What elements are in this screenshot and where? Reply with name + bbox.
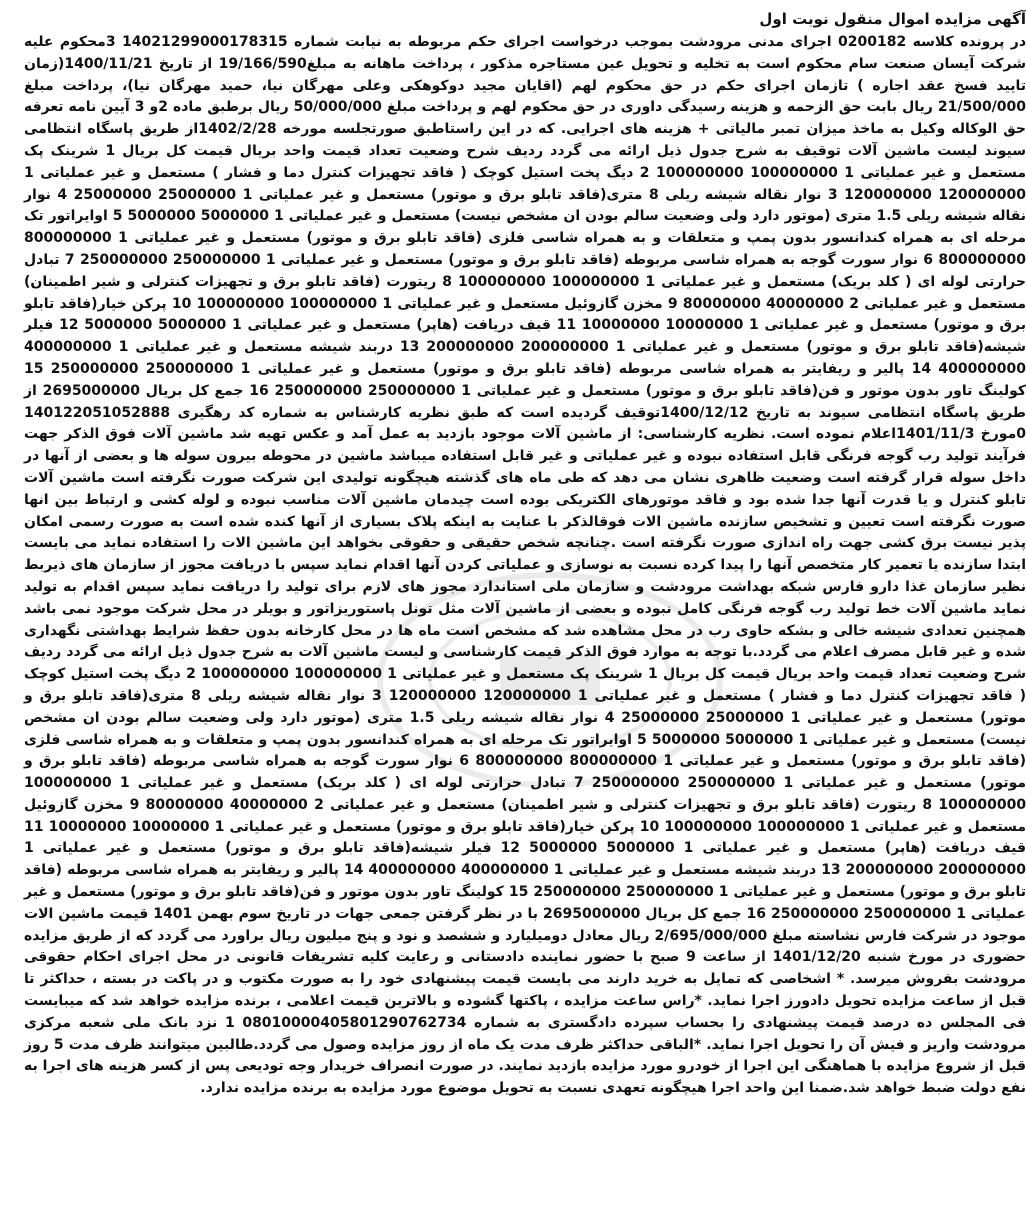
notice-body: در پرونده کلاسه 0200182 اجرای مدنی مرودشت بموجب درخواست اجرای حکم مربوطه به نیابت شماره 14021299000178315 3محکوم علیه شرکت آیسان صنعت سام محکوم است به تخلیه و تحویل عین مستاجره مذکور ، پرداخت ماهانه به مبلغ19/166/590 از تاریخ 1400/11/21(زمان تایید فسخ عقد اجاره ) تازمان اجرای حکم در حق محکوم لهم (اقایان مجید دوکوهکی وعلی مهرگان نیا، حمید مهرگان نیا)، پرداخت مبلغ 21/500/000 ریال بابت حق الزحمه و هزینه رسیدگی داوری در حق محکوم لهم و پرداخت مبلغ 50/000/000 ریال برطبق ماده 2و 3 آیین نامه تعرفه حق الوکاله وکیل به ماخذ میزان تمبر مالیاتی + هزینه های اجرایی. که در این راستاطبق صورتجلسه مورخه 1402/2/28از طریق پاسگاه انتظامی سیوند لیست ماشین آلات توقیف به شرح جدول ذیل ارائه می گردد ردیف شرح وضعیت تعداد قیمت واحد بریال قیمت کل بریال 1 شرینک پک مستعمل و غیر عملیاتی 1 100000000 100000000 2 دیگ پخت استیل کوچک ( فاقد تجهیزات کنترل دما و فشار ) مستعمل و غیر عملیاتی 1 120000000 120000000 3 نوار نقاله شیشه ریلی 8 متری(فاقد تابلو برق و موتور) مستعمل و غیر عملیاتی 1 25000000 25000000 4 نوار نقاله شیشه ریلی 1.5 متری (موتور دارد ولی وضعیت سالم بودن ان مشخص نیست) مستعمل و غیر عملیاتی 1 5000000 5000000 5 اوایراتور تک مرحله ای به همراه کندانسور بدون پمپ و متعلقات و به همراه شاسی فلزی (فاقد تابلو برق و موتور) مستعمل و غیر عملیاتی 1 800000000 800000000 6 نوار سورت گوجه به همراه شاسی مربوطه (فاقد تابلو برق و موتور) مستعمل و غیر عملیاتی 1 250000000 250000000 7 تبادل حرارتی لوله ای ( کلد بریک) مستعمل و غیر عملیاتی 1 100000000 100000000 8 ریتورت (فاقد تابلو برق و تجهیزات کنترلی و شیر اطمینان) مستعمل و غیر عملیاتی 2 40000000 80000000 9 مخزن گازوئیل مستعمل و غیر عملیاتی 1 100000000 100000000 10 پرکن خیار(فاقد تابلو برق و موتور) مستعمل و غیر عملیاتی 1 10000000 10000000 11 قیف دریافت (هاپر) مستعمل و غیر عملیاتی 1 5000000 5000000 12 فیلر شیشه(فاقد تابلو برق و موتور) مستعمل و غیر عملیاتی 1 200000000 200000000 13 دربند شیشه مستعمل و غیر عملیاتی 1 400000000 400000000 14 پالیر و ریفایتر به همراه شاسی مربوطه (فاقد تابلو برق و موتور) مستعمل و غیر عملیاتی 1 250000000 250000000 15 کولینگ تاور بدون موتور و فن(فاقد تابلو برق و موتور) مستعمل و غیر عملیاتی 1 250000000 250000000 16 جمع کل بریال 2695000000 از طریق پاسگاه انتظامی سیوند به تاریخ 1400/12/12توقیف گردیده است که طبق نظریه کارشناس به شماره کد رهگیری 140122051052888 0مورخ 1401/11/3اعلام نموده است. نظریه کارشناسی: از ماشین آلات موجود بازدید به عمل آمد و عکس تهیه شد ماشین آلات فوق الذکر جهت فرآیند تولید رب گوجه فرنگی قابل استفاده نبوده و غیر عملیاتی و غیر قابل استفاده میباشد ماشین در محوطه بیرون سوله ها و بعضی از آنها در داخل سوله قرار گرفته است وضعیت ظاهری نشان می دهد که طی ماه های گذشته هیچگونه تولیدی این شرکت صورت نگرفته است ماشین آلات تابلو کنترل و یا قدرت آنها جدا شده بود و فاقد موتورهای الکتریکی بوده است چیدمان ماشین آلات مناسب نبوده و لوله کشی و ارتباط بین انها صورت نگرفته است تعیین و تشخیص سازنده ماشین الات فوقالذکر با عنایت به اینکه پلاک بسیاری از آنها کنده شده است به صورت رسمی امکان پذیر نیست برق کشی جهت راه اندازی صورت نگرفته است .چنانچه شخص حقیقی و حقوقی بخواهد این ماشین الات را استفاده نماید می بایست ابتدا سازنده یا تعمیر کار متخصص آنها را پیدا کرده نسبت به نوسازی و عملیاتی کردن آنها اقدام نماید سپس با دریافت مجوز از سازمان های ذیربط نظیر سازمان غذا دارو فارس شبکه بهداشت مرودشت و سازمان ملی استاندارد مجوز های لازم برای تولید را دریافت نماید سپس اقدام به تولید نماید ماشین آلات خط تولید رب گوجه فرنگی کامل نبوده و بعضی از ماشین آلات مثل تونل پاستوریزاتور و بویلر در محل شرکت موجود نمی باشد همچنین تعدادی شیشه خالی و بشکه حاوی رب در محل مشاهده شد که مشخص است ماه ها در محل کارخانه بدون حفظ شرایط بهداشتی نگهداری شده و غیر قابل مصرف اعلام می گردد.با توجه به موارد فوق الذکر قیمت کارشناسی و لیست ماشین آلات به شرح جدول ذیل ارائه می گردد ردیف شرح وضعیت تعداد قیمت واحد بریال قیمت کل بریال 1 شرینک پک مستعمل و غیر عملیاتی 1 100000000 100000000 2 دیگ پخت استیل کوچک ( فاقد تجهیزات کنترل دما و فشار ) مستعمل و غیر عملیاتی 1 120000000 120000000 3 نوار نقاله شیشه ریلی 8 متری(فاقد تابلو برق و موتور) مستعمل و غیر عملیاتی 1 25000000 25000000 4 نوار نقاله شیشه ریلی 1.5 متری (موتور دارد ولی وضعیت سالم بودن ان مشخص نیست) مستعمل و غیر عملیاتی 1 5000000 5000000 5 اوایراتور تک مرحله ای به همراه کندانسور بدون پمپ و متعلقات و به همراه شاسی فلزی (فاقد تابلو برق و موتور) مستعمل و غیر عملیاتی 1 800000000 800000000 6 نوار سورت گوجه به همراه شاسی مربوطه (فاقد تابلو برق و موتور) مستعمل و غیر عملیاتی 1 250000000 250000000 7 تبادل حرارتی لوله ای ( کلد بریک) مستعمل و غیر عملیاتی 1 100000000 100000000 8 ریتورت (فاقد تابلو برق و تجهیزات کنترلی و شیر اطمینان) مستعمل و غیر عملیاتی 2 40000000 80000000 9 مخزن گازوئیل مستعمل و غیر عملیاتی 1 100000000 100000000 10 پرکن خیار(فاقد تابلو برق و موتور) مستعمل و غیر عملیاتی 1 10000000 10000000 11 قیف دریافت (هاپر) مستعمل و غیر عملیاتی 1 5000000 5000000 12 فیلر شیشه(فاقد تابلو برق و موتور) مستعمل و غیر عملیاتی 1 200000000 200000000 13 دربند شیشه مستعمل و غیر عملیاتی 1 400000000 400000000 14 پالیر و ریفایتر به همراه شاسی مربوطه (فاقد تابلو برق و موتور) مستعمل و غیر عملیاتی 1 250000000 250000000 15 کولینگ تاور بدون موتور و فن(فاقد تابلو برق و موتور) مستعمل و غیر عملیاتی 1 250000000 250000000 16 جمع کل بریال 2695000000 با در نظر گرفتن جمعی جهات در تاریخ سوم بهمن 1401 قیمت ماشین الات موجود در شرکت فارس نشاسته مبلغ 2/695/000/000 ریال معادل دومیلیارد و ششصد و نود و پنج میلیون ریال براورد می گردد که از طریق مزایده حضوری در مورخ شنبه 1401/12/20 از ساعت 9 صبح با حضور نماینده دادستانی و رعایت کلیه تشریفات قانونی در محل اجرای احکام حقوقی مرودشت بفروش میرسد. * اشخاصی که تمایل به خرید دارند می بایست قیمت پیشنهادی خود را به صورت مکتوب و در پاکت در بسته ، حداکثر تا قبل از ساعت مزایده تحویل دادورز اجرا نماید. *راس ساعت مزایده ، پاکتها گشوده و بالاترین قیمت اعلامی ، برنده مزایده خواهد شد که میبایست فی المجلس ده درصد قیمت پیشنهادی را بحساب سپرده دادگستری به شماره 08010000405801290762734 1 نزد بانک ملی شعبه مرکزی مرودشت واریز و فیش آن را تحویل اجرا نماید. *الباقی حداکثر ظرف مدت یک ماه از روز مزایده وصول می گردد.طالبین میتوانند ظرف مدت 5 روز قبل از شروع مزایده با هماهنگی این اجرا از خودرو مورد مزایده بازدید نمایند. در صورت انصراف خریدار وجه تودیعی پس از کسر هزینه های اجرا به نفع دولت ضبط خواهد شد.ضمنا این واحد اجرا هیچگونه تعهدی نسبت به تحویل موضوع مورد مزایده به برنده مزایده ندارد. bbox=[24, 34, 1026, 1097]
notice-title: آگهی مزایده اموال منقول نوبت اول bbox=[759, 10, 1026, 28]
auction-notice bbox=[24, 8, 1026, 1100]
